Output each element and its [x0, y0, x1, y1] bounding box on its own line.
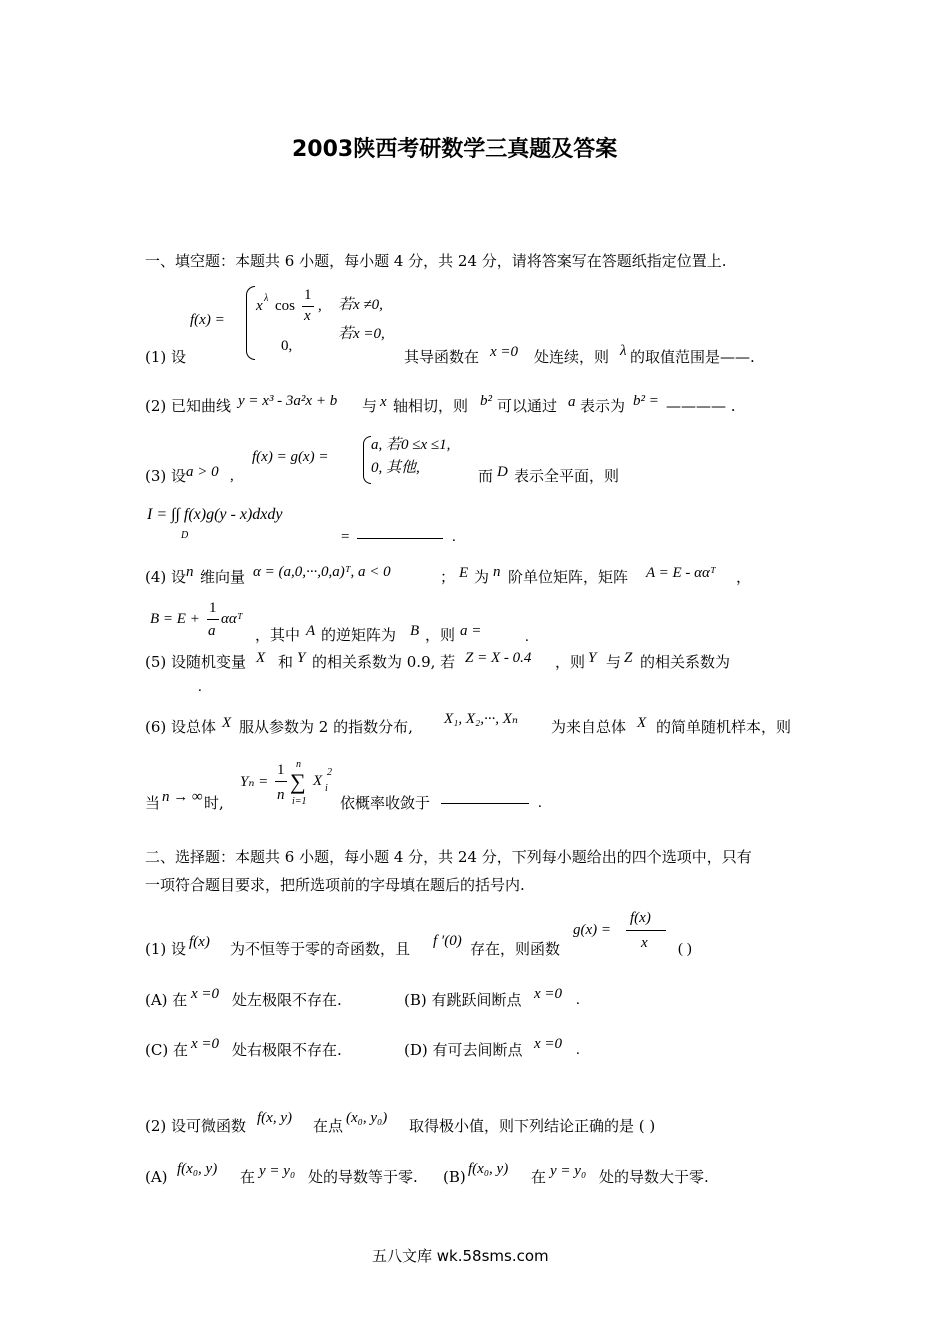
- q1-case2-expr: 0,: [281, 338, 293, 354]
- c2-text-a: 在点: [313, 1117, 344, 1135]
- q3-eq: =: [341, 529, 350, 545]
- q6-text-d: 时,: [204, 794, 224, 812]
- q4-matB-fracbar: [207, 619, 219, 620]
- q3-answer-blank: [357, 538, 443, 539]
- c2-optA-lead: (A): [145, 1168, 168, 1186]
- c1-text-b: 存在，则函数: [470, 940, 561, 958]
- q1-case1-num: 1: [304, 287, 312, 303]
- q4-math-e: B: [410, 623, 420, 639]
- q6-sum: ∑: [290, 769, 306, 794]
- q3-integral: I = ∫∫ f(x)g(y - x)dxdy: [147, 506, 283, 523]
- q2-text-e: ———— .: [666, 397, 736, 415]
- c1-optD-lead: (D) 有可去间断点: [404, 1041, 523, 1059]
- c1-math-b: f ′(0): [433, 933, 462, 949]
- q4-text-d: ，其中: [255, 626, 301, 644]
- q6-math-d: n → ∞: [162, 789, 203, 805]
- q2-lead: (2) 已知曲线: [145, 397, 232, 415]
- q5-dot: .: [198, 679, 202, 695]
- q6-Yn: Yₙ =: [240, 774, 269, 790]
- q4-lead: (4) 设: [145, 568, 187, 586]
- q1-case1-x: x: [256, 298, 263, 314]
- c1-g-den: x: [641, 935, 648, 951]
- q4-math-d: A: [306, 623, 316, 639]
- q4-matB-den: a: [208, 623, 216, 639]
- q1-case1-comma: ,: [318, 298, 322, 314]
- c2-optB-lead: (B): [443, 1168, 466, 1186]
- q5-text-e: 的相关系数为: [640, 653, 731, 671]
- q3-case2: 0, 其他,: [371, 460, 420, 476]
- c1-optC-text: 处右极限不存在.: [232, 1041, 342, 1059]
- q1-text-b: 处连续，则: [534, 348, 610, 366]
- q2-math-c: a: [568, 394, 576, 410]
- c2-text-b: 取得极小值，则下列结论正确的是 ( ): [409, 1117, 656, 1135]
- q3-text-a: 而: [478, 467, 494, 485]
- q3-math-a: a > 0: [186, 464, 219, 480]
- q1-case1-den: x: [304, 308, 311, 324]
- c2-optA-text2: 处的导数等于零.: [308, 1168, 418, 1186]
- q5-text-a: 和: [278, 653, 294, 671]
- q5-math-b: Y: [297, 650, 306, 666]
- q1-lead: (1) 设: [145, 348, 187, 366]
- c2-optA-math: f(x₀, y): [177, 1161, 218, 1177]
- q6-text-a: 服从参数为 2 的指数分布,: [239, 718, 413, 736]
- q4-vec: α = (a,0,···,0,a)ᵀ, a < 0: [253, 564, 391, 580]
- q5-lead: (5) 设随机变量: [145, 653, 247, 671]
- c1-g-fracbar: [626, 930, 666, 931]
- q5-math-a: X: [256, 650, 266, 666]
- q4-matB-num: 1: [209, 600, 217, 616]
- q6-Xi: X: [313, 773, 323, 789]
- q4-text-f: ，则: [425, 626, 456, 644]
- q6-math-c: X: [637, 715, 647, 731]
- q3-comma: ,: [230, 468, 234, 484]
- c1-math-a: f(x): [189, 934, 210, 950]
- q1-text-c: 的取值范围是——.: [630, 348, 755, 366]
- q6-sum-bot: i=1: [292, 796, 307, 807]
- c1-optB-dot: .: [576, 992, 580, 1008]
- q6-text-c: 的简单随机样本，则: [656, 718, 792, 736]
- q5-text-c: ，则: [555, 653, 586, 671]
- c2-math-b: (x₀, y₀): [346, 1110, 388, 1126]
- q1-math-a: x =0: [490, 344, 519, 360]
- q4-text-c: 阶单位矩阵，矩阵: [508, 568, 629, 586]
- c1-optB-lead: (B) 有跳跃间断点: [404, 991, 522, 1009]
- q6-math-b: X₁, X₂,···, Xₙ: [444, 711, 518, 727]
- c1-optD-dot: .: [576, 1042, 580, 1058]
- q1-case1-cond: 若x ≠0,: [338, 297, 383, 313]
- c2-optB-math: f(x₀, y): [468, 1161, 509, 1177]
- q2-math-b: b²: [480, 393, 492, 409]
- q5-text-b: 的相关系数为 0.9, 若: [312, 653, 456, 671]
- q4-math-b: E: [459, 565, 469, 581]
- page-title: 2003陕西考研数学三真题及答案: [292, 137, 618, 162]
- q5-math-c: Z = X - 0.4: [465, 650, 532, 666]
- section2-heading-line2: 一项符合题目要求，把所选项前的字母填在题后的括号内.: [145, 876, 525, 894]
- q6-Xi-sub: i: [325, 783, 328, 794]
- c2-math-a: f(x, y): [257, 1110, 292, 1126]
- c2-optA-math2: y = y₀: [259, 1163, 296, 1179]
- q2-text-d: 表示为: [580, 397, 626, 415]
- c1-optB-math: x =0: [534, 986, 563, 1002]
- q2-math-a: x: [380, 394, 387, 410]
- c1-g-num: f(x): [630, 910, 651, 926]
- q1-case2-cond: 若x =0,: [338, 326, 385, 342]
- q3-lead: (3) 设: [145, 467, 187, 485]
- q6-Xi-sup: 2: [327, 767, 332, 778]
- c1-optA-math: x =0: [191, 986, 220, 1002]
- section1-heading: 一、填空题：本题共 6 小题，每小题 4 分，共 24 分，请将答案写在答题纸指定位置上.: [145, 252, 727, 270]
- q1-func-lhs: f(x) =: [190, 312, 225, 328]
- q6-lead: (6) 设总体: [145, 718, 217, 736]
- q3-math-b: D: [497, 464, 508, 480]
- c1-text-a: 为不恒等于零的奇函数，且: [230, 940, 411, 958]
- q4-matA: A = E - ααᵀ: [646, 565, 716, 581]
- q5-math-e: Z: [624, 650, 633, 666]
- q6-sum-top: n: [296, 759, 301, 770]
- section2-heading-line1: 二、选择题：本题共 6 小题，每小题 4 分，共 24 分，下列每小题给出的四个选项中，只有: [145, 848, 752, 866]
- c2-optA-text1: 在: [240, 1168, 256, 1186]
- c2-optB-math2: y = y₀: [550, 1163, 587, 1179]
- q6-when: 当: [145, 794, 161, 812]
- q3-text-b: 表示全平面，则: [514, 467, 620, 485]
- c1-optC-lead: (C) 在: [145, 1041, 188, 1059]
- q4-comma: ，: [736, 568, 752, 586]
- c1-optA-text: 处左极限不存在.: [232, 991, 342, 1009]
- q1-brace: [246, 286, 255, 360]
- q3-dot: .: [452, 529, 456, 545]
- c2-lead: (2) 设可微函数: [145, 1117, 247, 1135]
- c1-lead: (1) 设: [145, 940, 187, 958]
- q3-case1: a, 若0 ≤x ≤1,: [371, 437, 451, 453]
- q6-frac-den: n: [277, 787, 285, 803]
- q4-semi: ；: [440, 568, 456, 586]
- c2-optB-text1: 在: [531, 1168, 547, 1186]
- q5-math-d: Y: [588, 650, 597, 666]
- q1-text-a: 其导函数在: [404, 348, 480, 366]
- q6-text-e: 依概率收敛于: [340, 794, 431, 812]
- q4-matB-lhs: B = E +: [150, 611, 200, 627]
- q4-text-e: 的逆矩阵为: [321, 626, 397, 644]
- c1-optC-math: x =0: [191, 1036, 220, 1052]
- c1-paren: ( ): [678, 941, 692, 957]
- q6-frac-num: 1: [277, 762, 285, 778]
- q4-text-b: 为: [474, 568, 490, 586]
- q1-case1-fracbar: [302, 306, 314, 307]
- q2-text-b: 轴相切，则: [393, 397, 469, 415]
- q2-text-c: 可以通过: [497, 397, 558, 415]
- q2-text-a: 与: [362, 397, 378, 415]
- c1-g-lhs: g(x) =: [573, 922, 612, 938]
- q4-text-a: 维向量: [200, 568, 246, 586]
- q3-integral-sub: D: [181, 530, 189, 541]
- q5-text-d: 与: [606, 653, 622, 671]
- c2-optB-text2: 处的导数大于零.: [599, 1168, 709, 1186]
- q6-text-b: 为来自总体: [551, 718, 627, 736]
- q4-dot: .: [525, 629, 529, 645]
- q3-func: f(x) = g(x) =: [252, 449, 329, 465]
- q1-math-b: λ: [620, 343, 627, 359]
- q4-math-f: a =: [460, 623, 482, 639]
- q4-matB-rhs: ααᵀ: [221, 611, 243, 627]
- q4-math-c: n: [493, 564, 501, 580]
- q2-curve: y = x³ - 3a²x + b: [238, 393, 338, 409]
- footer-watermark: 五八文库 wk.58sms.com: [372, 1247, 549, 1265]
- q1-case1-cos: cos: [275, 298, 295, 314]
- q6-dot: .: [538, 795, 542, 811]
- q4-math-a: n: [186, 564, 194, 580]
- c1-optA-lead: (A) 在: [145, 991, 188, 1009]
- q2-math-d: b² =: [633, 393, 659, 409]
- c1-optD-math: x =0: [534, 1036, 563, 1052]
- q1-case1-sup: λ: [264, 293, 269, 304]
- q6-math-a: X: [222, 715, 232, 731]
- q6-fracbar: [275, 781, 287, 782]
- q6-answer-blank: [441, 803, 529, 804]
- q3-brace: [363, 436, 371, 484]
